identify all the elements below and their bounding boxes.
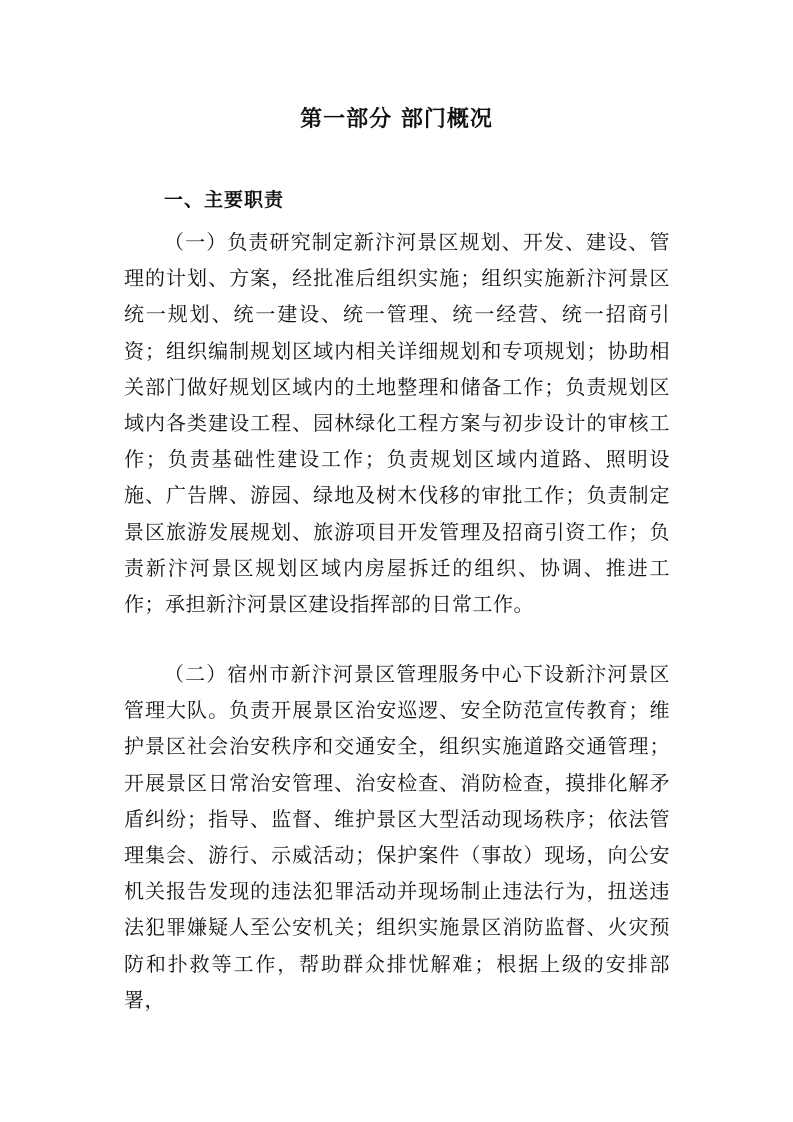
paragraph-duty-2: （二）宿州市新汴河景区管理服务中心下设新汴河景区管理大队。负责开展景区治安巡逻、安全防范宣传教育；维护景区社会治安秩序和交通安全，组织实施道路交通管理；开展景区日常治安管理、治安检查、消防检查，摸排化解矛盾纠纷；指导、监督、维护景区大型活动现场秩序；依法管理集会、游行、示威活动；保护案件（事故）现场，向公安机关报告发现的违法犯罪活动并现场制止违法行为，扭送违法犯罪嫌疑人至公安机关；组织实施景区消防监督、火灾预防和扑救等工作，帮助群众排忧解难；根据上级的安排部署， (124, 662, 670, 1012)
page-title: 第一部分 部门概况 (300, 107, 493, 132)
paragraph-duty-1: （一）负责研究制定新汴河景区规划、开发、建设、管理的计划、方案，经批准后组织实施；组织实施新汴河景区统一规划、统一建设、统一管理、统一经营、统一招商引资；组织编制规划区域内相关详细规划和专项规划；协助相关部门做好规划区域内的土地整理和储备工作；负责规划区域内各类建设工程、园林绿化工程方案与初步设计的审核工作；负责基础性建设工作；负责规划区域内道路、照明设施、广告牌、游园、绿地及树木伐移的审批工作；负责制定景区旅游发展规划、旅游项目开发管理及招商引资工作；负责新汴河景区规划区域内房屋拆迁的组织、协调、推进工作；承担新汴河景区建设指挥部的日常工作。 (124, 230, 670, 617)
section-heading: 一、主要职责 (164, 189, 285, 211)
